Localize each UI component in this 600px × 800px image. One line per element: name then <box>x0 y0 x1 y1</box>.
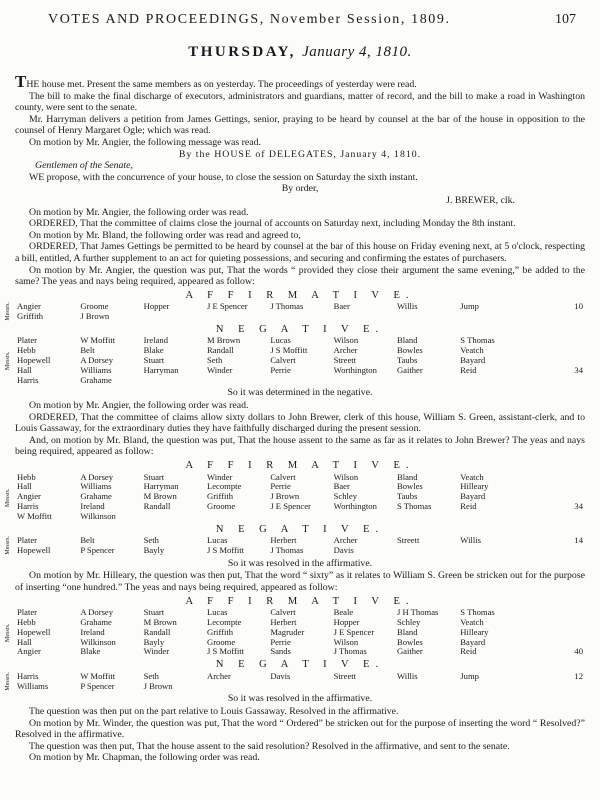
member-name: Hall <box>17 365 32 375</box>
paragraph: On motion by Mr. Angier, the following message was read. <box>29 136 261 148</box>
member-name: A Dorsey <box>80 608 114 618</box>
member-name <box>268 512 331 522</box>
member-name: Ireland <box>80 502 105 511</box>
yeas-list <box>5 608 585 657</box>
paragraph: On motion by Mr. Winder, the question was put, That the word “ Ordered” be stricken out for the purpose of inserting the word “ Resolved?” Resolved in the affirmative. <box>15 717 585 741</box>
member-name: Herbert <box>270 617 297 627</box>
member-name: Randall <box>206 346 234 356</box>
member-name: Willis <box>396 671 418 681</box>
member-name: Hebb <box>17 472 36 482</box>
nays-list <box>5 336 585 385</box>
vote-row <box>15 638 585 648</box>
nays-table <box>15 672 585 692</box>
member-name: J Thomas <box>333 647 367 657</box>
member-name: Herbert <box>270 536 297 546</box>
vote-row <box>15 536 585 546</box>
member-name: Grahame <box>80 617 112 627</box>
day-heading <box>0 44 600 61</box>
member-name: Jump <box>460 302 479 312</box>
vote-row <box>15 473 585 483</box>
vote-row <box>15 302 585 312</box>
member-name: Wilkinson <box>80 511 116 521</box>
paragraph: The question was then put, That the house assent to the said resolution? Resolved in the affirmative, and sent to the senate. <box>29 740 510 752</box>
member-name: Lucas <box>206 536 228 546</box>
member-name <box>205 312 268 322</box>
member-name: M Brown <box>206 336 241 346</box>
member-name: Seth <box>206 356 223 366</box>
paragraph: Mr. Harryman delivers a petition from James Gettings, senior, praying to be heard by counsel at the bar of the house in opposition to the counsel of Henry Margaret Ogle; which was read. <box>15 113 585 137</box>
member-name: Winder <box>206 472 233 482</box>
vote-count <box>522 628 585 638</box>
member-name: Blake <box>80 647 101 657</box>
vote-count <box>522 618 585 628</box>
member-name <box>395 312 458 322</box>
member-name: Gaither <box>396 647 423 657</box>
vote-row <box>15 502 585 512</box>
member-name: Stuart <box>143 472 165 482</box>
vote-count <box>522 312 585 322</box>
member-name: W Moffitt <box>80 336 116 346</box>
member-name: Belt <box>80 536 95 546</box>
member-name <box>458 682 521 692</box>
vote-row <box>15 608 585 618</box>
vote-count <box>522 356 585 366</box>
paragraph: The question was then put on the part relative to Louis Gassaway. Resolved in the affirmative. <box>29 705 399 717</box>
member-name: Davis <box>270 671 291 681</box>
vote-row <box>15 628 585 638</box>
member-name <box>268 312 331 322</box>
member-name: Wilson <box>333 336 359 346</box>
member-name: J S Moffitt <box>206 545 245 555</box>
member-name: Groome <box>206 637 236 647</box>
member-name: Bland <box>396 336 418 346</box>
yeas-table <box>15 473 585 522</box>
member-name: Bowles <box>396 482 423 492</box>
running-title: VOTES AND PROCEEDINGS, November Session, 1809. <box>48 12 451 27</box>
member-name <box>395 512 458 522</box>
member-name: Hopewell <box>17 545 51 555</box>
member-name: Gaither <box>396 365 423 375</box>
running-header <box>0 12 600 36</box>
member-name: Grahame <box>80 375 112 385</box>
member-name: Harris <box>17 671 39 681</box>
by-order: By order, <box>281 183 319 195</box>
member-name: Griffith <box>17 312 44 322</box>
member-name: Bayard <box>460 637 486 647</box>
member-name: Seth <box>143 671 159 681</box>
vote-count: 40 <box>574 647 583 657</box>
member-name: Ireland <box>80 627 105 637</box>
member-name: Reid <box>460 365 477 375</box>
paragraph: ORDERED, That James Gettings be permitted to be heard by counsel at the bar of this house on Friday evening next, at 5 o'clock, respecting a bill, entitled, A further supplement to an act for quieting possessions, and securing and confirming the estates of purchasers. <box>15 241 585 264</box>
vote-row <box>15 312 585 322</box>
member-name: Bowles <box>396 346 423 356</box>
nays-table <box>15 536 585 556</box>
nays-list <box>5 671 585 692</box>
member-name: Bland <box>396 472 418 482</box>
vote-row <box>15 376 585 386</box>
member-name: Hall <box>17 637 32 647</box>
message-heading: By the HOUSE of DELEGATES, January 4, 1810. <box>178 148 422 160</box>
member-name: Willis <box>460 536 481 546</box>
messrs-label: Messrs. <box>5 351 11 371</box>
member-name: M Brown <box>143 492 177 502</box>
member-name: J E Spencer <box>270 502 311 511</box>
member-name: J S Moffitt <box>270 346 308 356</box>
vote-count <box>522 346 585 356</box>
messrs-label: Messrs. <box>5 672 11 691</box>
member-name: J H Thomas <box>396 608 439 618</box>
member-name: Lucas <box>270 336 291 346</box>
messrs-label: Messrs. <box>5 623 11 642</box>
vote-row <box>15 482 585 492</box>
member-name: Grahame <box>80 492 112 502</box>
vote-row <box>15 512 585 522</box>
member-name: Streett <box>333 671 357 681</box>
member-name: Baer <box>333 302 350 312</box>
member-name: Randall <box>143 502 171 511</box>
member-name: Ireland <box>143 336 168 346</box>
negative-heading: N E G A T I V E. <box>215 323 385 335</box>
messrs-label: Messrs. <box>5 302 11 322</box>
vote-row <box>15 336 585 346</box>
member-name: Streett <box>333 356 357 366</box>
member-name <box>458 546 521 556</box>
member-name: Harris <box>17 375 39 385</box>
member-name <box>205 512 268 522</box>
affirmative-heading: A F F I R M A T I V E. <box>185 595 415 607</box>
paragraph: THE house met. Present the same members as on yesterday. The proceedings of yesterday were read. <box>15 72 417 91</box>
paragraph: WE propose, with the concurrence of your house, to close the session on Saturday the sixth instant. <box>29 171 418 183</box>
member-name: Hebb <box>17 346 36 356</box>
vote-row <box>15 366 585 376</box>
member-name: Winder <box>206 365 233 375</box>
member-name: Sands <box>270 647 291 657</box>
yeas-table <box>15 302 585 322</box>
member-name <box>205 376 268 386</box>
nays-list <box>5 536 585 556</box>
member-name: Bowles <box>396 637 423 647</box>
member-name: Baer <box>333 482 350 492</box>
member-name: Griffith <box>206 627 234 637</box>
member-name: S Thomas <box>460 336 495 346</box>
member-name: S Thomas <box>460 608 495 618</box>
member-name: Taubs <box>396 492 418 502</box>
member-name: Archer <box>206 671 231 681</box>
member-name: Stuart <box>143 608 165 618</box>
member-name: Groome <box>80 302 109 312</box>
member-name <box>458 376 521 386</box>
member-name: Blake <box>143 346 164 356</box>
member-name: Jump <box>460 671 479 681</box>
member-name: Reid <box>460 647 477 657</box>
vote-count <box>522 638 585 648</box>
paragraph: ORDERED, That the committee of claims close the journal of accounts on Saturday next, including Monday the 8th instant. <box>29 218 516 230</box>
member-name: Davis <box>333 545 354 555</box>
day-date: January 4, 1810. <box>302 44 412 60</box>
paragraph: On motion by Mr. Chapman, the following order was read. <box>29 752 260 764</box>
member-name: Hopewell <box>17 627 51 637</box>
member-name: Perrie <box>270 365 291 375</box>
member-name: P Spencer <box>80 545 115 555</box>
member-name: Hilleary <box>460 482 489 492</box>
member-name: J Brown <box>270 492 300 502</box>
member-name: J E Spencer <box>206 302 248 312</box>
member-name: Belt <box>80 346 95 356</box>
member-name: Angier <box>17 647 41 657</box>
vote-row <box>15 546 585 556</box>
result-line: So it was determined in the negative. <box>227 387 373 399</box>
member-name: Perrie <box>270 637 291 647</box>
vote-count <box>522 336 585 346</box>
member-name <box>205 682 268 692</box>
member-name: Wilkinson <box>80 637 116 647</box>
page-number: 107 <box>555 12 576 27</box>
nays-table <box>15 336 585 385</box>
member-name: Angier <box>17 302 41 312</box>
member-name <box>142 376 205 386</box>
member-name: Williams <box>80 482 112 492</box>
member-name: Bland <box>396 627 418 637</box>
affirmative-heading: A F F I R M A T I V E. <box>185 460 415 472</box>
vote-count <box>522 608 585 618</box>
day-name: THURSDAY, <box>188 44 296 60</box>
member-name: Magruder <box>270 627 305 637</box>
clerk-signature: J. BREWER, clk. <box>446 194 515 206</box>
member-name: A Dorsey <box>80 356 114 366</box>
vote-count <box>522 482 585 492</box>
member-name: Winder <box>143 647 170 657</box>
member-name: Hopper <box>143 302 170 312</box>
member-name: Schley <box>396 617 421 627</box>
member-name: Harryman <box>143 482 179 492</box>
member-name: Griffith <box>206 492 234 502</box>
vote-row <box>15 682 585 692</box>
paragraph: On motion by Mr. Bland, the following order was read and agreed to, <box>29 229 301 241</box>
member-name <box>268 682 331 692</box>
member-name: Angier <box>17 492 41 502</box>
member-name: J E Spencer <box>333 627 375 637</box>
member-name <box>268 376 331 386</box>
yeas-list <box>5 472 585 522</box>
result-line: So it was resolved in the affirmative. <box>227 693 373 705</box>
result-line: So it was resolved in the affirmative. <box>227 557 373 569</box>
member-name: Worthington <box>333 502 377 511</box>
member-name: Hall <box>17 482 32 492</box>
member-name: J Thomas <box>270 545 304 555</box>
member-name: Hopper <box>333 617 360 627</box>
vote-count: 10 <box>574 302 583 312</box>
member-name: Harris <box>17 502 39 511</box>
member-name <box>395 376 458 386</box>
member-name <box>332 376 395 386</box>
vote-count <box>522 546 585 556</box>
member-name <box>395 546 458 556</box>
vote-row <box>15 356 585 366</box>
member-name <box>142 512 205 522</box>
member-name: W Moffitt <box>17 511 52 521</box>
member-name: Worthington <box>333 365 377 375</box>
member-name <box>332 512 395 522</box>
member-name: Williams <box>17 681 49 691</box>
member-name: S Thomas <box>396 502 432 511</box>
messrs-label: Messrs. <box>5 487 11 507</box>
member-name: Harryman <box>143 365 179 375</box>
vote-count <box>522 492 585 502</box>
member-name: Reid <box>460 502 477 511</box>
member-name: Plater <box>17 336 38 346</box>
member-name: Randall <box>143 627 171 637</box>
member-name: Groome <box>206 502 236 511</box>
messrs-label: Messrs. <box>5 536 11 556</box>
member-name: J Thomas <box>270 302 304 312</box>
member-name: Perrie <box>270 482 291 492</box>
member-name: Hopewell <box>17 356 51 366</box>
member-name <box>458 312 521 322</box>
paragraph: On motion by Mr. Angier, the following order was read. <box>29 206 249 218</box>
paragraph: On motion by Mr. Hilleary, the question was then put, That the word “ sixty” as it relates to William S. Green be stricken out for the purpose of inserting “one hundred.” The yeas and nays being required, appeared as follow: <box>15 570 585 593</box>
vote-row <box>15 346 585 356</box>
member-name: Veatch <box>460 472 484 482</box>
member-name: M Brown <box>143 617 177 627</box>
member-name: Bayard <box>460 492 486 502</box>
member-name: J S Moffitt <box>206 647 245 657</box>
paragraph: On motion by Mr. Angier, the following order was read. <box>29 400 249 412</box>
vote-count <box>522 512 585 522</box>
member-name: Schley <box>333 492 358 502</box>
member-name: Lucas <box>206 608 228 618</box>
paragraph: ORDERED, That the committee of claims allow sixty dollars to John Brewer, clerk of this house, William S. Green, assistant-clerk, and to Louis Gassaway, for the extraordinary duties they have faithfully discharged during the present session. <box>15 411 585 435</box>
member-name <box>332 682 395 692</box>
paragraph: On motion by Mr. Angier, the question was put, That the words “ provided they close their argument the same evening,” be added to the same? The yeas and nays being required, appeared as follow: <box>15 264 585 288</box>
member-name <box>142 312 205 322</box>
member-name: Lecompte <box>206 482 242 492</box>
member-name: Bayly <box>143 637 165 647</box>
member-name: Archer <box>333 536 358 546</box>
member-name: Stuart <box>143 356 165 366</box>
vote-count: 34 <box>574 502 583 511</box>
affirmative-heading: A F F I R M A T I V E. <box>185 289 415 301</box>
member-name: Plater <box>17 608 38 618</box>
journal-body <box>5 72 585 764</box>
member-name: A Dorsey <box>80 472 114 482</box>
vote-row <box>15 618 585 628</box>
member-name: Streett <box>396 536 420 546</box>
member-name <box>458 512 521 522</box>
member-name: P Spencer <box>80 681 115 691</box>
member-name: Archer <box>333 346 358 356</box>
vote-row <box>15 672 585 682</box>
member-name: Bayard <box>460 356 486 366</box>
member-name: Wilson <box>333 472 359 482</box>
member-name: Veatch <box>460 617 484 627</box>
vote-row <box>15 647 585 657</box>
member-name: Beale <box>333 608 354 618</box>
member-name: Calvert <box>270 472 296 482</box>
member-name: Seth <box>143 536 159 546</box>
vote-count: 12 <box>574 671 583 681</box>
member-name: Veatch <box>460 346 484 356</box>
member-name: Lecompte <box>206 617 242 627</box>
member-name: Hilleary <box>460 627 489 637</box>
negative-heading: N E G A T I V E. <box>215 659 385 671</box>
member-name: Hebb <box>17 617 36 627</box>
yeas-list <box>5 302 585 322</box>
negative-heading: N E G A T I V E. <box>215 523 385 535</box>
vote-count <box>522 376 585 386</box>
member-name: Calvert <box>270 356 296 366</box>
vote-count: 14 <box>574 536 583 546</box>
member-name: Willis <box>396 302 418 312</box>
paragraph: And, on motion by Mr. Bland, the question was put, That the house assent to the same as far as it relates to John Brewer? The yeas and nays being required, appeared as follow: <box>15 434 585 458</box>
member-name <box>395 682 458 692</box>
yeas-table <box>15 608 585 657</box>
paragraph: The bill to make the final discharge of executors, administrators and guardians, matter of record, and the bill to make a road in Washington county, were sent to the senate. <box>15 90 585 114</box>
member-name: Williams <box>80 365 112 375</box>
member-name: J Brown <box>143 681 173 691</box>
member-name: Calvert <box>270 608 296 618</box>
member-name: Wilson <box>333 637 359 647</box>
member-name: Taubs <box>396 356 418 366</box>
vote-count: 34 <box>574 365 583 375</box>
member-name: Plater <box>17 536 38 546</box>
salutation: Gentlemen of the Senate, <box>35 160 133 172</box>
member-name: W Moffitt <box>80 671 116 681</box>
vote-count <box>522 682 585 692</box>
member-name: J Brown <box>80 312 110 322</box>
member-name: Bayly <box>143 545 165 555</box>
vote-count <box>522 473 585 483</box>
vote-row <box>15 492 585 502</box>
member-name <box>332 312 395 322</box>
